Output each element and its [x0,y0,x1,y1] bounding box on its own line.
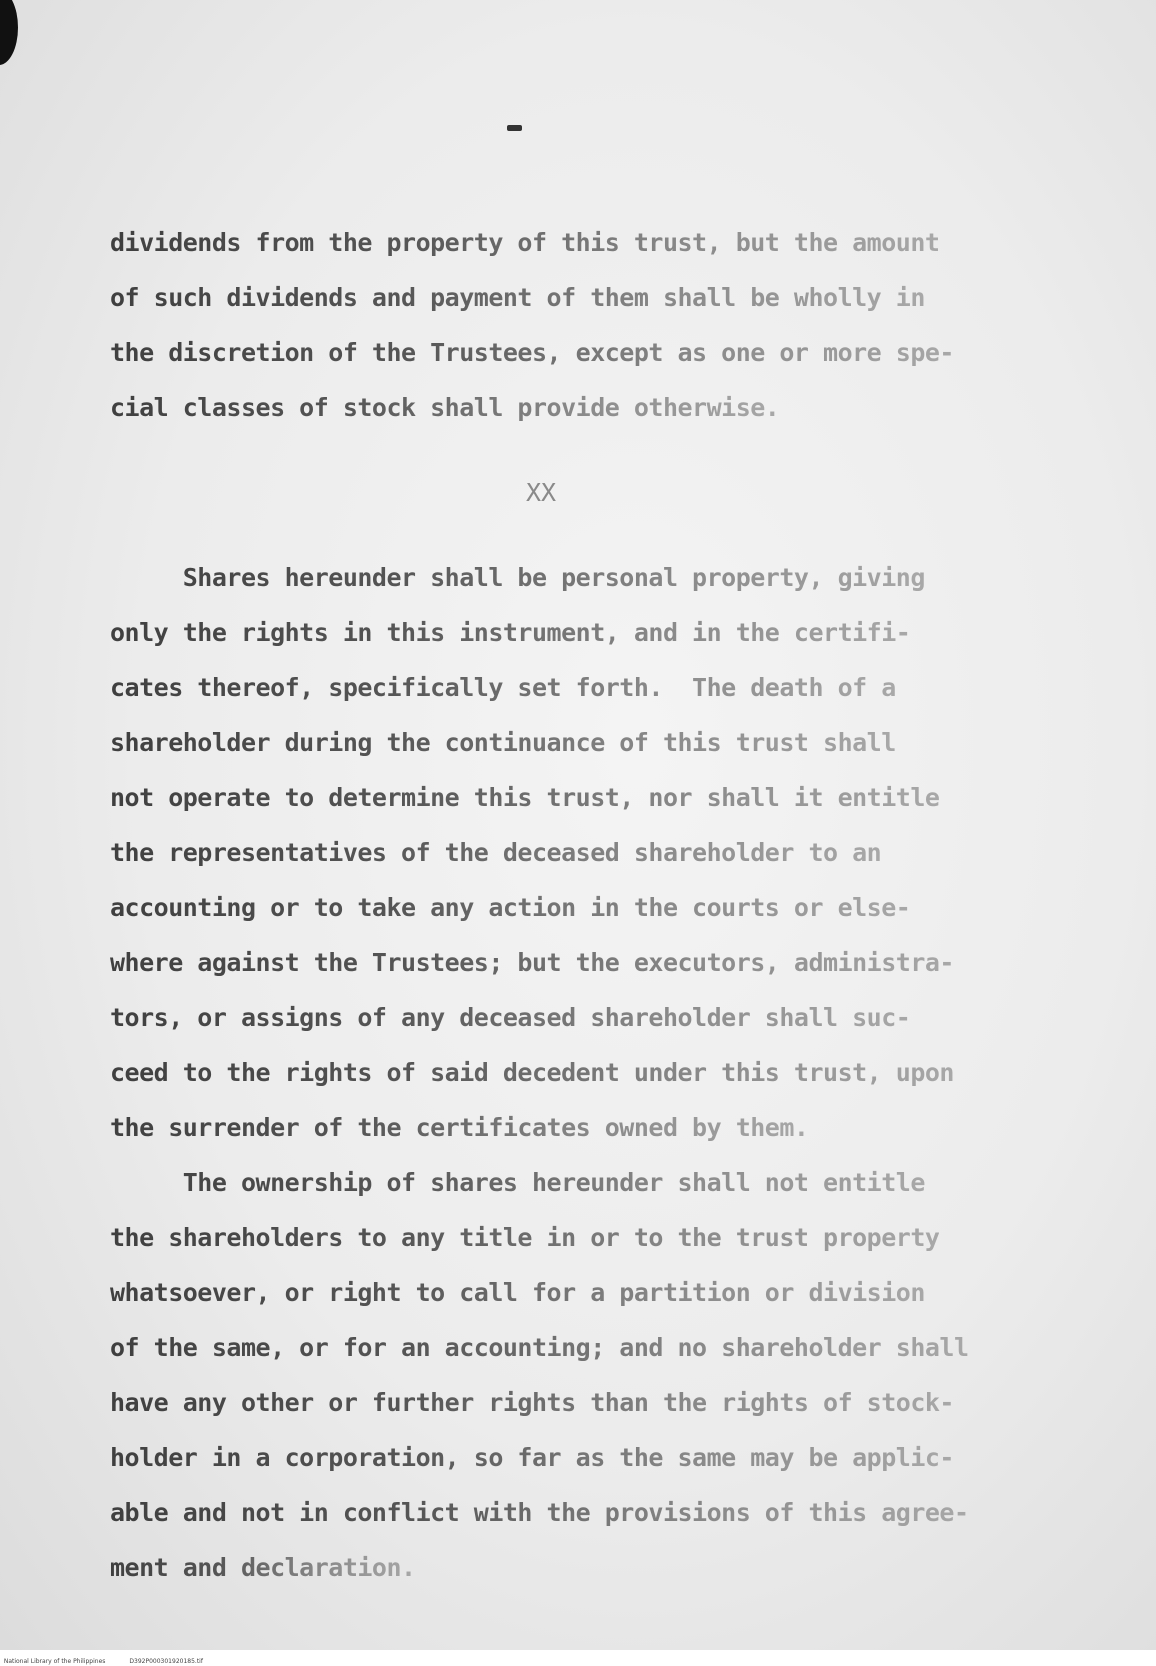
library-credit: National Library of the Philippines [3,1658,106,1665]
text-line: the representatives of the deceased shareholder to an [110,838,882,867]
text-line: ceed to the rights of said decedent under this trust, upon [110,1058,954,1087]
binding-shadow [0,0,18,65]
text-line: not operate to determine this trust, nor shall it entitle [110,783,940,812]
text-line: shareholder during the continuance of this trust shall [110,728,896,757]
text-line: the discretion of the Trustees, except as one or more spe- [110,338,954,367]
text-line: tors, or assigns of any deceased shareholder shall suc- [110,1003,911,1032]
text-line: The ownership of shares hereunder shall not entitle [110,1168,925,1197]
page-mark [507,125,522,131]
text-line: of such dividends and payment of them shall be wholly in [110,283,925,312]
text-line: the shareholders to any title in or to the trust property [110,1223,940,1252]
text-line: able and not in conflict with the provisions of this agree- [110,1498,969,1527]
text-line: ment and declaration. [110,1553,416,1582]
text-line: dividends from the property of this trust, but the amount [110,228,940,257]
text-line: cates thereof, specifically set forth. The death of a [110,673,896,702]
text-line: where against the Trustees; but the executors, administra- [110,948,954,977]
file-id: D392P000301920185.tif [129,1658,203,1665]
text-line: cial classes of stock shall provide otherwise. [110,393,780,422]
text-line: of the same, or for an accounting; and no shareholder shall [110,1333,969,1362]
text-line: Shares hereunder shall be personal property, giving [110,563,925,592]
text-line: holder in a corporation, so far as the same may be applic- [110,1443,954,1472]
text-line: whatsoever, or right to call for a partition or division [110,1278,925,1307]
scan-footer [0,1650,1156,1665]
text-line: have any other or further rights than the rights of stock- [110,1388,954,1417]
text-line: only the rights in this instrument, and in the certifi- [110,618,911,647]
section-heading: XX [526,478,557,507]
text-line: the surrender of the certificates owned by them. [110,1113,809,1142]
text-line: accounting or to take any action in the courts or else- [110,893,911,922]
